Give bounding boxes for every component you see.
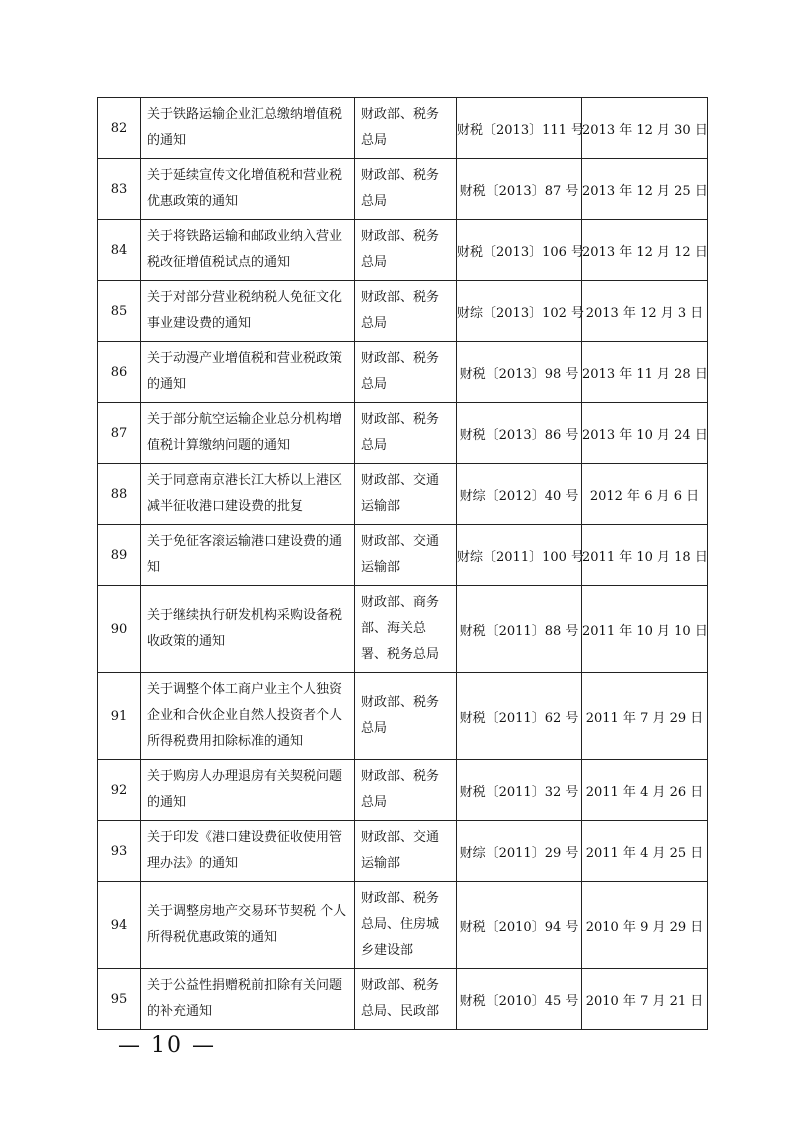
document-number: 财税〔2013〕98 号 xyxy=(457,342,582,403)
notice-title: 关于印发《港口建设费征收使用管理办法》的通知 xyxy=(141,821,355,882)
issuing-department: 财政部、交通运输部 xyxy=(355,821,457,882)
document-number: 财税〔2013〕111 号 xyxy=(457,98,582,159)
issue-date: 2013 年 11 月 28 日 xyxy=(582,342,708,403)
table-row xyxy=(98,586,708,673)
row-number: 94 xyxy=(98,882,141,969)
notice-title: 关于购房人办理退房有关契税问题的通知 xyxy=(141,760,355,821)
issue-date: 2013 年 12 月 30 日 xyxy=(582,98,708,159)
issue-date: 2013 年 12 月 25 日 xyxy=(582,159,708,220)
table-row xyxy=(98,882,708,969)
table-row xyxy=(98,403,708,464)
row-number: 91 xyxy=(98,673,141,760)
row-number: 90 xyxy=(98,586,141,673)
issuing-department: 财政部、税务总局 xyxy=(355,760,457,821)
issuing-department: 财政部、税务总局 xyxy=(355,98,457,159)
row-number: 95 xyxy=(98,969,141,1030)
document-number: 财税〔2013〕87 号 xyxy=(457,159,582,220)
issue-date: 2012 年 6 月 6 日 xyxy=(582,464,708,525)
notice-title: 关于部分航空运输企业总分机构增值税计算缴纳问题的通知 xyxy=(141,403,355,464)
row-number: 83 xyxy=(98,159,141,220)
notice-title: 关于免征客滚运输港口建设费的通知 xyxy=(141,525,355,586)
row-number: 88 xyxy=(98,464,141,525)
document-number: 财综〔2011〕100 号 xyxy=(457,525,582,586)
table-row xyxy=(98,220,708,281)
issue-date: 2011 年 10 月 10 日 xyxy=(582,586,708,673)
table-row xyxy=(98,342,708,403)
notice-title: 关于公益性捐赠税前扣除有关问题的补充通知 xyxy=(141,969,355,1030)
notice-title: 关于调整个体工商户业主个人独资企业和合伙企业自然人投资者个人所得税费用扣除标准的通知 xyxy=(141,673,355,760)
document-number: 财税〔2013〕86 号 xyxy=(457,403,582,464)
page-number: — 10 — xyxy=(118,1033,216,1058)
issue-date: 2010 年 7 月 21 日 xyxy=(582,969,708,1030)
issue-date: 2013 年 12 月 12 日 xyxy=(582,220,708,281)
document-table xyxy=(97,97,708,1030)
row-number: 84 xyxy=(98,220,141,281)
table-row xyxy=(98,525,708,586)
document-number: 财综〔2012〕40 号 xyxy=(457,464,582,525)
document-number: 财税〔2011〕62 号 xyxy=(457,673,582,760)
notice-title: 关于铁路运输企业汇总缴纳增值税的通知 xyxy=(141,98,355,159)
row-number: 93 xyxy=(98,821,141,882)
issue-date: 2011 年 4 月 26 日 xyxy=(582,760,708,821)
notice-title: 关于将铁路运输和邮政业纳入营业税改征增值税试点的通知 xyxy=(141,220,355,281)
table-row xyxy=(98,464,708,525)
issuing-department: 财政部、税务总局 xyxy=(355,342,457,403)
notice-title: 关于继续执行研发机构采购设备税收政策的通知 xyxy=(141,586,355,673)
issuing-department: 财政部、交通运输部 xyxy=(355,464,457,525)
row-number: 85 xyxy=(98,281,141,342)
issuing-department: 财政部、税务总局 xyxy=(355,159,457,220)
notice-title: 关于延续宣传文化增值税和营业税优惠政策的通知 xyxy=(141,159,355,220)
table-row xyxy=(98,673,708,760)
document-number: 财综〔2013〕102 号 xyxy=(457,281,582,342)
table-row xyxy=(98,281,708,342)
document-number: 财税〔2011〕88 号 xyxy=(457,586,582,673)
document-number: 财税〔2010〕45 号 xyxy=(457,969,582,1030)
issue-date: 2010 年 9 月 29 日 xyxy=(582,882,708,969)
issuing-department: 财政部、税务总局 xyxy=(355,673,457,760)
row-number: 86 xyxy=(98,342,141,403)
issuing-department: 财政部、税务总局、住房城乡建设部 xyxy=(355,882,457,969)
row-number: 82 xyxy=(98,98,141,159)
document-number: 财税〔2010〕94 号 xyxy=(457,882,582,969)
issuing-department: 财政部、税务总局、民政部 xyxy=(355,969,457,1030)
document-number: 财税〔2011〕32 号 xyxy=(457,760,582,821)
issue-date: 2011 年 4 月 25 日 xyxy=(582,821,708,882)
issue-date: 2013 年 10 月 24 日 xyxy=(582,403,708,464)
row-number: 87 xyxy=(98,403,141,464)
document-number: 财综〔2011〕29 号 xyxy=(457,821,582,882)
table-row xyxy=(98,98,708,159)
issuing-department: 财政部、税务总局 xyxy=(355,281,457,342)
issue-date: 2013 年 12 月 3 日 xyxy=(582,281,708,342)
issuing-department: 财政部、税务总局 xyxy=(355,403,457,464)
issuing-department: 财政部、交通运输部 xyxy=(355,525,457,586)
issue-date: 2011 年 10 月 18 日 xyxy=(582,525,708,586)
issuing-department: 财政部、税务总局 xyxy=(355,220,457,281)
issue-date: 2011 年 7 月 29 日 xyxy=(582,673,708,760)
row-number: 92 xyxy=(98,760,141,821)
table-row xyxy=(98,969,708,1030)
row-number: 89 xyxy=(98,525,141,586)
table-row xyxy=(98,821,708,882)
document-number: 财税〔2013〕106 号 xyxy=(457,220,582,281)
issuing-department: 财政部、商务部、海关总署、税务总局 xyxy=(355,586,457,673)
notice-title: 关于动漫产业增值税和营业税政策的通知 xyxy=(141,342,355,403)
notice-title: 关于同意南京港长江大桥以上港区减半征收港口建设费的批复 xyxy=(141,464,355,525)
notice-title: 关于对部分营业税纳税人免征文化事业建设费的通知 xyxy=(141,281,355,342)
table-row xyxy=(98,760,708,821)
table-row xyxy=(98,159,708,220)
notice-title: 关于调整房地产交易环节契税 个人所得税优惠政策的通知 xyxy=(141,882,355,969)
